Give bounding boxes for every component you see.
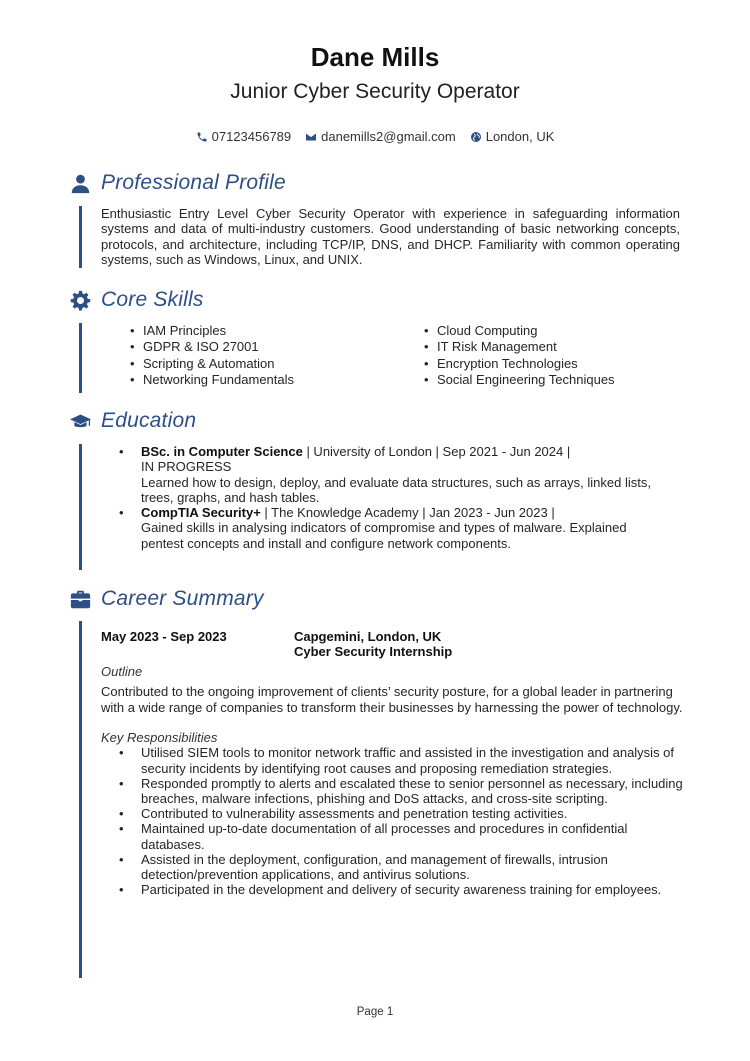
skills-column-left [129,323,423,388]
section-heading [68,586,688,612]
section-career-summary [68,586,688,897]
briefcase-icon [68,587,92,611]
education-details: | The Knowledge Academy | Jan 2023 - Jun 2023 | [260,505,555,521]
skill-item: • GDPR & ISO 27001 [129,339,423,355]
responsibility-item: • Maintained up-to-date documentation of all processes and procedures in confidential databases. [141,821,683,851]
profile-body [101,206,680,268]
section-title: Education [101,409,197,432]
contact-email-text: danemills2@gmail.com [321,129,456,144]
user-icon [68,171,92,195]
skill-item: • Networking Fundamentals [129,372,423,388]
education-description: Gained skills in analysing indicators of compromise and types of malware. Explained pentest concepts and install and configure network components. [141,520,627,551]
job-role: Cyber Security Internship [294,644,453,660]
education-description: Learned how to design, deploy, and evaluate data structures, such as arrays, linked lists, trees, graphs, and hash tables. [141,474,651,505]
responsibility-item: • Participated in the development and delivery of security awareness training for employees. [141,882,683,897]
job-company: Capgemini, London, UK [294,629,442,644]
contact-location [470,129,555,144]
education-item [141,444,671,505]
responsibility-item: • Assisted in the deployment, configuration, and management of firewalls, intrusion detection/prevention applications, and antivirus solutions. [141,852,683,882]
skill-item: • Encryption Technologies [423,356,683,372]
job-outline: Contributed to the ongoing improvement of clients’ security posture, for a global leader in partnering with a wide range of companies to transform their businesses by harnessing the power of technology. [101,684,683,715]
job-header [101,629,683,660]
skill-item: • Social Engineering Techniques [423,372,683,388]
skill-item: • Scripting & Automation [129,356,423,372]
responsibilities-label: Key Responsibilities [101,730,218,746]
section-accent-bar [79,206,82,268]
skill-item: • IAM Principles [129,323,423,339]
contact-phone-text: 07123456789 [211,129,292,144]
contact-bar [0,129,750,144]
education-degree: BSc. in Computer Science [141,444,303,459]
section-title: Core Skills [101,288,204,311]
career-body [101,629,683,897]
graduation-cap-icon [68,409,92,433]
section-title: Career Summary [101,587,264,610]
page-number: Page 1 [356,1006,394,1018]
job-title: Junior Cyber Security Operator [230,80,520,103]
skills-grid [101,323,680,388]
candidate-name: Dane Mills [310,42,440,72]
section-heading [68,408,688,434]
section-accent-bar [79,621,82,978]
envelope-icon [305,131,317,143]
section-accent-bar [79,323,82,393]
education-details: | University of London | Sep 2021 - Jun 2024 | [302,444,571,459]
section-accent-bar [79,444,82,570]
responsibilities-list [101,745,683,897]
section-professional-profile [68,170,688,268]
section-education [68,408,688,551]
contact-location-text: London, UK [485,129,555,144]
phone-icon [196,131,208,143]
section-heading [68,287,688,313]
responsibility-item: • Responded promptly to alerts and escalated these to senior personnel as necessary, including breaches, malware infections, phishing and DoS attacks, and cross-site scripting. [141,776,683,806]
outline-label: Outline [101,663,143,679]
skill-item: • Cloud Computing [423,323,683,339]
responsibility-item: • Contributed to vulnerability assessments and penetration testing activities. [141,806,683,821]
section-core-skills [68,287,688,388]
skill-item: • IT Risk Management [423,339,683,355]
education-body [101,444,671,551]
education-degree: CompTIA Security+ [141,505,261,521]
education-status: IN PROGRESS [141,459,232,475]
job-dates: May 2023 - Sep 2023 [101,629,227,644]
contact-email [305,129,456,144]
education-list [101,444,671,551]
section-heading [68,170,688,196]
skills-body [101,323,680,388]
globe-icon [470,131,482,143]
job-employer [294,629,452,660]
education-item [141,505,671,551]
responsibility-item: • Utilised SIEM tools to monitor network traffic and assisted in the investigation and analysis of security incidents by identifying root causes and proposing remediation strategies. [141,745,683,775]
gear-icon [68,288,92,312]
contact-phone [196,129,292,144]
section-title: Professional Profile [101,171,286,194]
profile-text: Enthusiastic Entry Level Cyber Security Operator with experience in safeguarding information systems and data of multi-industry customers. Good understanding of basic networking concepts, protocols, and architecture, including TCP/IP, DNS, and DHCP. Familiarity with common operating systems, such as Windows, Linux, and UNIX. [101,206,680,268]
skills-column-right [423,323,683,388]
